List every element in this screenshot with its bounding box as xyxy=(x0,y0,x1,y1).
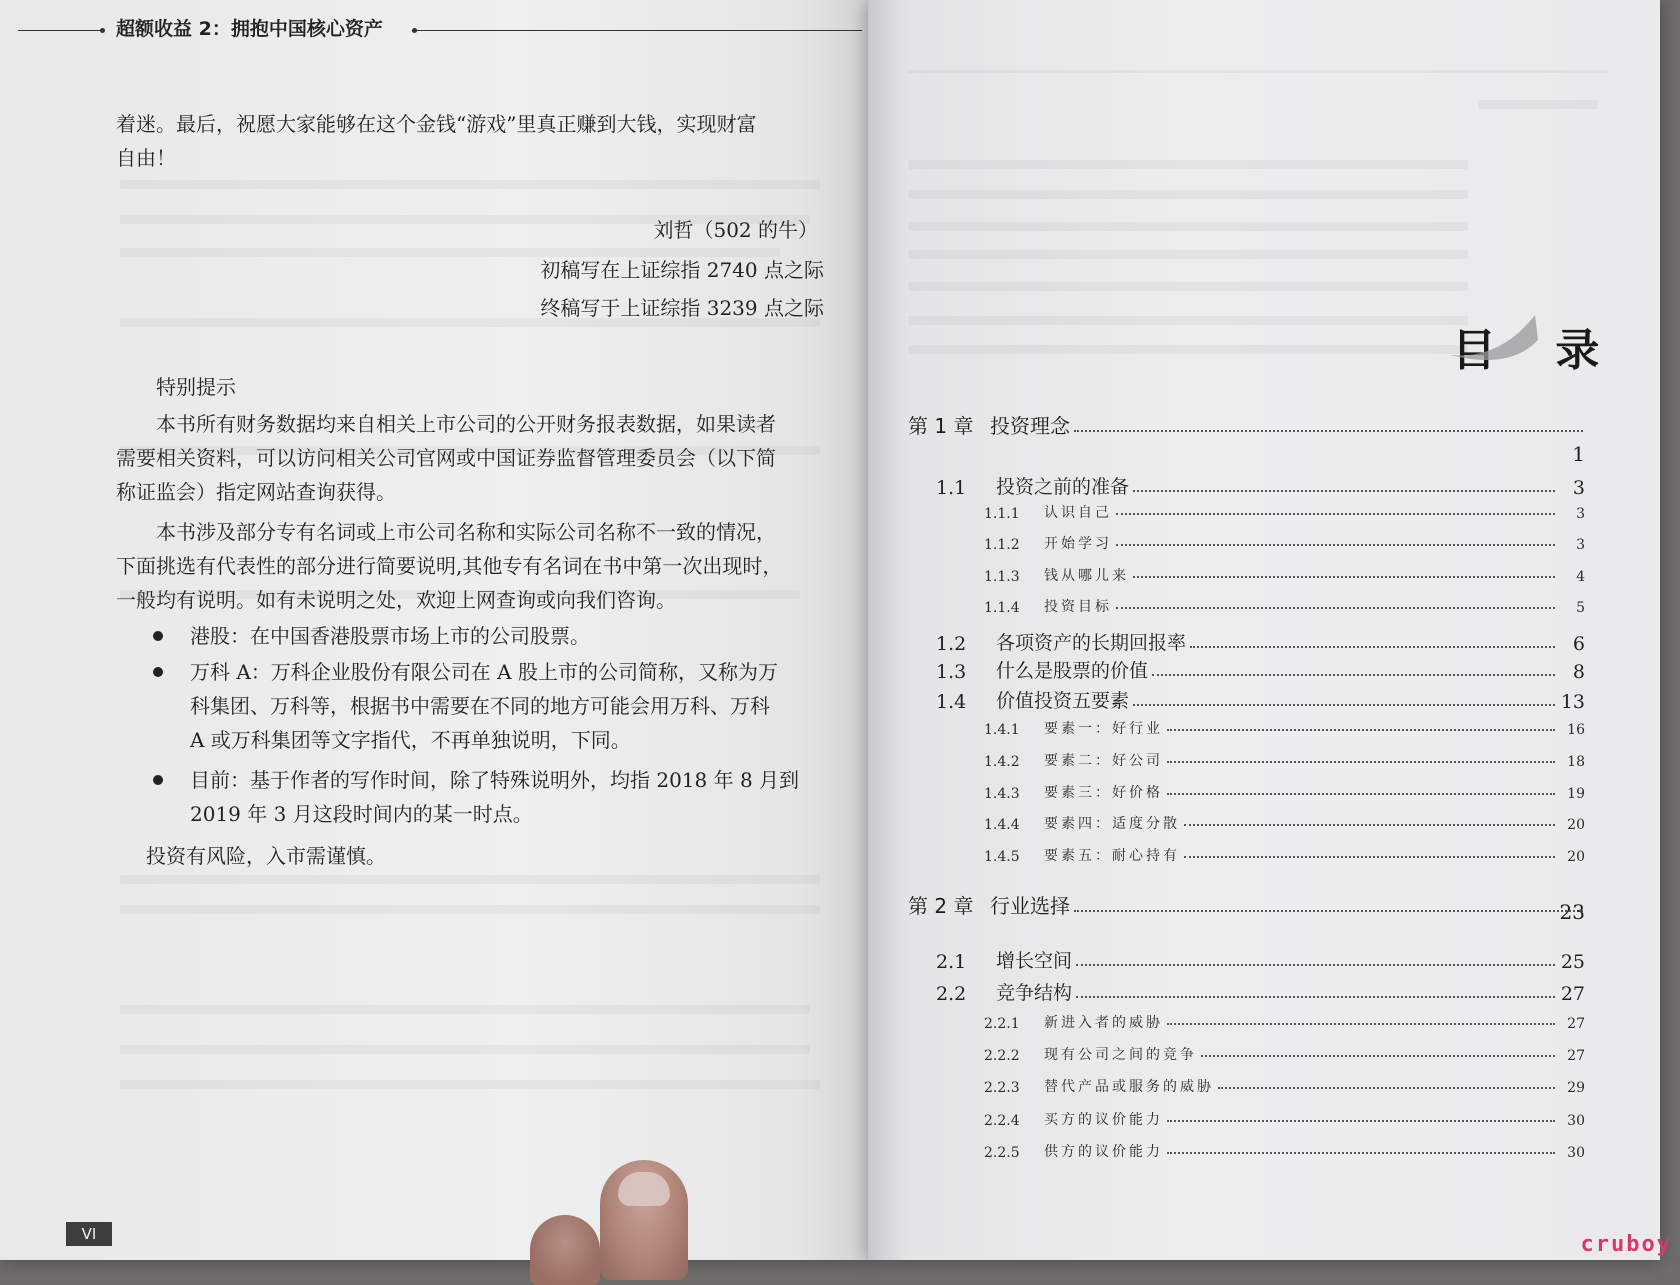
toc-entry-number: 1.1 xyxy=(936,477,967,499)
toc-entry-title: 供方的议价能力 xyxy=(1044,1144,1163,1160)
toc-entry-title: 新进入者的威胁 xyxy=(1044,1015,1163,1031)
toc-section-row xyxy=(936,686,1585,713)
bullet-item-line: 港股：在中国香港股票市场上市的公司股票。 xyxy=(190,624,590,648)
toc-entry-page: 1 xyxy=(1572,442,1585,466)
signature-final-note: 终稿写于上证综指 3239 点之际 xyxy=(540,296,824,320)
toc-entry-page: 16 xyxy=(1567,722,1585,738)
toc-entry-page: 27 xyxy=(1560,983,1585,1005)
bullet-dot xyxy=(153,667,163,677)
toc-subsection-row xyxy=(984,1044,1585,1064)
page-number: VI xyxy=(66,1222,112,1246)
toc-entry-page: 4 xyxy=(1576,569,1585,585)
notice-para1-line: 称证监会）指定网站查询获得。 xyxy=(116,480,396,504)
toc-chapter-row xyxy=(908,410,1585,439)
toc-entry-title: 行业选择 xyxy=(990,894,1070,918)
watermark: cruboy xyxy=(1580,1232,1672,1257)
toc-leader-dots xyxy=(1184,824,1555,826)
toc-entry-title: 价值投资五要素 xyxy=(996,690,1130,712)
toc-subsection-row xyxy=(984,1012,1585,1032)
signature-author: 刘哲（502 的牛） xyxy=(653,218,818,242)
toc-leader-dots xyxy=(1133,490,1555,492)
toc-entry-number: 1.2 xyxy=(936,633,967,655)
toc-leader-dots xyxy=(1133,576,1555,578)
toc-leader-dots xyxy=(1167,793,1555,795)
toc-entry-page: 20 xyxy=(1567,817,1585,833)
toc-entry-title: 认识自己 xyxy=(1044,505,1112,521)
toc-entry-page: 25 xyxy=(1560,951,1585,973)
toc-leader-dots xyxy=(1201,1055,1555,1057)
toc-entry-number: 2.2.3 xyxy=(984,1080,1020,1096)
toc-entry-number: 1.1.3 xyxy=(984,569,1020,585)
toc-section-row xyxy=(936,472,1585,499)
toc-entry-title: 投资之前的准备 xyxy=(996,476,1130,498)
toc-leader-dots xyxy=(1190,646,1555,648)
toc-subsection-row xyxy=(984,533,1585,553)
toc-entry-number: 1.4.4 xyxy=(984,817,1020,833)
toc-chapter-row xyxy=(908,890,1585,919)
toc-leader-dots xyxy=(1218,1087,1555,1089)
toc-entry-title: 要素三：好价格 xyxy=(1044,785,1163,801)
toc-leader-dots xyxy=(1076,996,1555,998)
notice-para2-line: 下面挑选有代表性的部分进行简要说明,其他专有名词在书中第一次出现时， xyxy=(116,554,783,578)
bullet-item-line: A 或万科集团等文字指代，不再单独说明，下同。 xyxy=(190,728,631,752)
toc-entry-title: 要素一：好行业 xyxy=(1044,721,1163,737)
toc-leader-dots xyxy=(1116,513,1555,515)
toc-subsection-row xyxy=(984,1076,1585,1096)
toc-leader-dots xyxy=(1074,430,1583,432)
toc-entry-number: 1.4 xyxy=(936,691,967,713)
toc-entry-number: 第 1 章 xyxy=(908,414,974,438)
toc-entry-number: 1.1.4 xyxy=(984,600,1020,616)
toc-entry-page: 3 xyxy=(1572,477,1585,499)
toc-entry-title: 开始学习 xyxy=(1044,536,1112,552)
toc-subsection-row xyxy=(984,813,1585,833)
toc-leader-dots xyxy=(1184,856,1555,858)
risk-warning: 投资有风险，入市需谨慎。 xyxy=(146,844,386,868)
toc-leader-dots xyxy=(1152,674,1555,676)
toc-section-row xyxy=(936,978,1585,1005)
toc-leader-dots xyxy=(1167,1152,1555,1154)
toc-entry-number: 1.1.2 xyxy=(984,537,1020,553)
notice-para1-line: 本书所有财务数据均来自相关上市公司的公开财务报表数据，如果读者 xyxy=(156,412,776,436)
toc-entry-page: 8 xyxy=(1572,661,1585,683)
toc-entry-page: 23 xyxy=(1559,900,1585,924)
toc-chapter-page-row xyxy=(1545,442,1585,466)
toc-subsection-row xyxy=(984,596,1585,616)
toc-leader-dots xyxy=(1167,1120,1555,1122)
toc-leader-dots xyxy=(1074,910,1583,912)
header-rule-left xyxy=(18,30,104,31)
toc-entry-title: 投资理念 xyxy=(990,414,1070,438)
notice-para2-line: 本书涉及部分专有名词或上市公司名称和实际公司名称不一致的情况， xyxy=(156,520,776,544)
toc-swoosh-icon xyxy=(1440,300,1550,370)
toc-entry-page: 5 xyxy=(1576,600,1585,616)
toc-subsection-row xyxy=(984,502,1585,522)
toc-subsection-row xyxy=(984,845,1585,865)
toc-entry-page: 30 xyxy=(1567,1113,1585,1129)
toc-entry-title: 要素二：好公司 xyxy=(1044,753,1163,769)
toc-chapter-page-row xyxy=(1545,900,1585,924)
bullet-dot xyxy=(153,631,163,641)
toc-entry-number: 2.2.1 xyxy=(984,1016,1020,1032)
header-rule-right xyxy=(416,30,862,31)
thumbnail-nail xyxy=(618,1172,670,1206)
toc-entry-page: 13 xyxy=(1560,691,1585,713)
toc-entry-page: 20 xyxy=(1567,849,1585,865)
toc-entry-page: 30 xyxy=(1567,1145,1585,1161)
toc-leader-dots xyxy=(1116,607,1555,609)
bullet-item-line: 科集团、万科等，根据书中需要在不同的地方可能会用万科、万科 xyxy=(190,694,770,718)
toc-entry-title: 投资目标 xyxy=(1044,599,1112,615)
toc-entry-title: 现有公司之间的竞争 xyxy=(1044,1047,1197,1063)
notice-para2-line: 一般均有说明。如有未说明之处，欢迎上网查询或向我们咨询。 xyxy=(116,588,676,612)
bullet-item-line: 目前：基于作者的写作时间，除了特殊说明外，均指 2018 年 8 月到 xyxy=(190,768,800,792)
toc-leader-dots xyxy=(1076,964,1555,966)
toc-leader-dots xyxy=(1167,761,1555,763)
toc-subsection-row xyxy=(984,565,1585,585)
toc-entry-number: 1.4.1 xyxy=(984,722,1020,738)
toc-subsection-row xyxy=(984,718,1585,738)
signature-draft-note: 初稿写在上证综指 2740 点之际 xyxy=(540,258,824,282)
toc-entry-number: 1.4.3 xyxy=(984,786,1020,802)
toc-entry-title: 什么是股票的价值 xyxy=(996,660,1149,682)
toc-entry-number: 2.2 xyxy=(936,983,967,1005)
toc-leader-dots xyxy=(1133,704,1555,706)
toc-entry-page: 6 xyxy=(1572,633,1585,655)
toc-entry-page: 18 xyxy=(1567,754,1585,770)
header-dot-left xyxy=(100,28,105,33)
toc-entry-number: 2.2.4 xyxy=(984,1113,1020,1129)
toc-entry-page: 27 xyxy=(1567,1048,1585,1064)
toc-leader-dots xyxy=(1167,1023,1555,1025)
toc-leader-dots xyxy=(1167,729,1555,731)
toc-entry-number: 2.1 xyxy=(936,951,967,973)
toc-subsection-row xyxy=(984,782,1585,802)
preface-line-1: 着迷。最后，祝愿大家能够在这个金钱“游戏”里真正赚到大钱，实现财富 xyxy=(116,112,757,136)
bullet-dot xyxy=(153,775,163,785)
thumb-shadow xyxy=(530,1215,600,1285)
bullet-item-line: 万科 A：万科企业股份有限公司在 A 股上市的公司简称，又称为万 xyxy=(190,660,778,684)
toc-entry-page: 3 xyxy=(1576,506,1585,522)
toc-entry-page: 27 xyxy=(1567,1016,1585,1032)
toc-section-row xyxy=(936,946,1585,973)
bullet-item-line: 2019 年 3 月这段时间内的某一时点。 xyxy=(190,802,533,826)
toc-subsection-row xyxy=(984,1141,1585,1161)
toc-entry-title: 买方的议价能力 xyxy=(1044,1112,1163,1128)
toc-entry-number: 2.2.2 xyxy=(984,1048,1020,1064)
toc-section-row xyxy=(936,656,1585,683)
toc-subsection-row xyxy=(984,750,1585,770)
toc-entry-title: 增长空间 xyxy=(996,950,1073,972)
notice-para1-line: 需要相关资料，可以访问相关公司官网或中国证券监督管理委员会（以下简 xyxy=(116,446,776,470)
preface-line-2: 自由！ xyxy=(116,146,176,170)
toc-entry-title: 替代产品或服务的威胁 xyxy=(1044,1079,1214,1095)
toc-leader-dots xyxy=(1116,544,1555,546)
toc-entry-page: 29 xyxy=(1567,1080,1585,1096)
toc-entry-number: 第 2 章 xyxy=(908,894,974,918)
toc-subsection-row xyxy=(984,1109,1585,1129)
toc-section-row xyxy=(936,628,1585,655)
toc-entry-title: 钱从哪儿来 xyxy=(1044,568,1129,584)
special-notice-title: 特别提示 xyxy=(156,375,236,399)
toc-entry-number: 2.2.5 xyxy=(984,1145,1020,1161)
toc-entry-number: 1.1.1 xyxy=(984,506,1020,522)
toc-entry-number: 1.4.2 xyxy=(984,754,1020,770)
toc-entry-title: 要素五：耐心持有 xyxy=(1044,848,1180,864)
toc-entry-page: 19 xyxy=(1567,786,1585,802)
toc-entry-title: 各项资产的长期回报率 xyxy=(996,632,1187,654)
toc-entry-page: 3 xyxy=(1576,537,1585,553)
toc-heading: 目 录 xyxy=(1452,325,1622,376)
toc-entry-title: 要素四：适度分散 xyxy=(1044,816,1180,832)
running-header: 超额收益 2：拥抱中国核心资产 xyxy=(116,18,383,40)
toc-entry-number: 1.3 xyxy=(936,661,967,683)
toc-entry-number: 1.4.5 xyxy=(984,849,1020,865)
toc-entry-title: 竞争结构 xyxy=(996,982,1073,1004)
